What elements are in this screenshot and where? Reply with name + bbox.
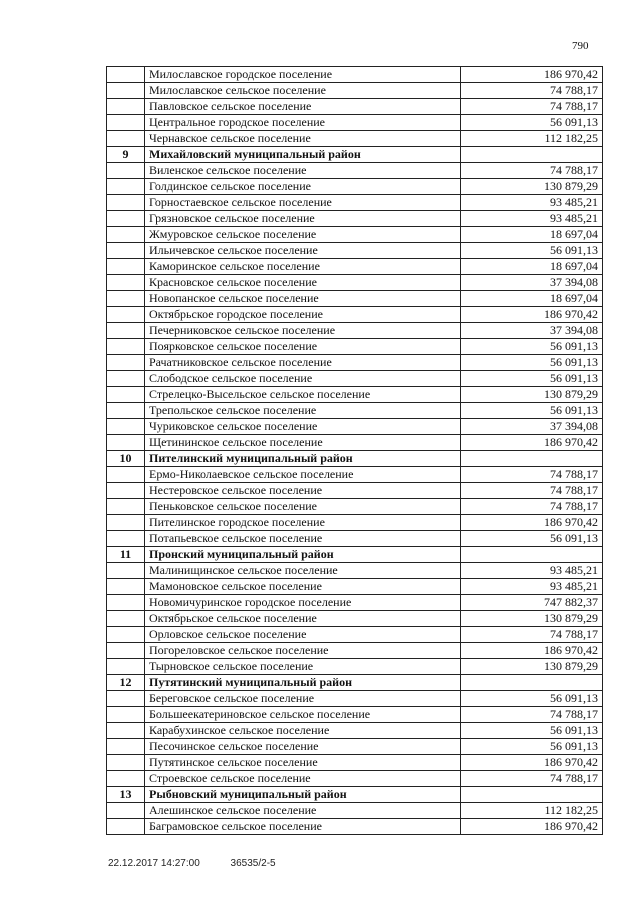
amount-cell (461, 147, 603, 163)
row-number-cell: 11 (107, 547, 145, 563)
amount-cell: 112 182,25 (461, 131, 603, 147)
row-number-cell (107, 643, 145, 659)
page-number: 790 (572, 40, 589, 52)
settlement-name-cell: Путятинское сельское поселение (145, 755, 461, 771)
row-number-cell (107, 531, 145, 547)
table-row (107, 435, 603, 451)
row-number-cell (107, 499, 145, 515)
settlement-name-cell: Баграмовское сельское поселение (145, 819, 461, 835)
row-number-cell (107, 259, 145, 275)
table-row (107, 531, 603, 547)
table-row (107, 371, 603, 387)
settlement-name-cell: Виленское сельское поселение (145, 163, 461, 179)
table-row (107, 819, 603, 835)
amount-cell (461, 787, 603, 803)
amount-cell: 93 485,21 (461, 579, 603, 595)
settlement-name-cell: Нестеровское сельское поселение (145, 483, 461, 499)
amount-cell: 37 394,08 (461, 275, 603, 291)
table-row (107, 643, 603, 659)
amount-cell: 93 485,21 (461, 195, 603, 211)
district-header-row (107, 147, 603, 163)
table-row (107, 563, 603, 579)
settlement-name-cell: Орловское сельское поселение (145, 627, 461, 643)
row-number-cell (107, 355, 145, 371)
row-number-cell (107, 339, 145, 355)
settlement-name-cell: Горностаевское сельское поселение (145, 195, 461, 211)
settlement-name-cell: Ермо-Николаевское сельское поселение (145, 467, 461, 483)
row-number-cell: 9 (107, 147, 145, 163)
amount-cell: 37 394,08 (461, 323, 603, 339)
table-row (107, 99, 603, 115)
amount-cell (461, 675, 603, 691)
footer-document-id: 36535/2-5 (230, 858, 276, 869)
amount-cell: 74 788,17 (461, 99, 603, 115)
row-number-cell (107, 803, 145, 819)
settlement-name-cell: Голдинское сельское поселение (145, 179, 461, 195)
row-number-cell (107, 515, 145, 531)
table-row (107, 691, 603, 707)
settlement-name-cell: Рачатниковское сельское поселение (145, 355, 461, 371)
table-row (107, 707, 603, 723)
settlement-name-cell: Потапьевское сельское поселение (145, 531, 461, 547)
amount-cell: 186 970,42 (461, 755, 603, 771)
row-number-cell (107, 819, 145, 835)
table-row (107, 131, 603, 147)
row-number-cell (107, 387, 145, 403)
settlement-name-cell: Красновское сельское поселение (145, 275, 461, 291)
row-number-cell: 12 (107, 675, 145, 691)
settlement-name-cell: Тырновское сельское поселение (145, 659, 461, 675)
row-number-cell (107, 435, 145, 451)
district-name-cell: Пронский муниципальный район (145, 547, 461, 563)
table-row (107, 115, 603, 131)
amount-cell: 74 788,17 (461, 467, 603, 483)
amount-cell: 186 970,42 (461, 307, 603, 323)
amount-cell: 56 091,13 (461, 403, 603, 419)
settlement-name-cell: Мамоновское сельское поселение (145, 579, 461, 595)
settlement-name-cell: Печерниковское сельское поселение (145, 323, 461, 339)
settlement-name-cell: Милославское городское поселение (145, 67, 461, 83)
settlement-name-cell: Трепольское сельское поселение (145, 403, 461, 419)
table-row (107, 595, 603, 611)
table-row (107, 83, 603, 99)
table-row (107, 739, 603, 755)
settlement-name-cell: Грязновское сельское поселение (145, 211, 461, 227)
row-number-cell (107, 291, 145, 307)
table-row (107, 515, 603, 531)
row-number-cell (107, 131, 145, 147)
amount-cell: 18 697,04 (461, 227, 603, 243)
amount-cell: 186 970,42 (461, 435, 603, 451)
row-number-cell (107, 723, 145, 739)
settlement-name-cell: Береговское сельское поселение (145, 691, 461, 707)
amount-cell: 18 697,04 (461, 259, 603, 275)
settlement-name-cell: Милославское сельское поселение (145, 83, 461, 99)
table-row (107, 291, 603, 307)
page-footer (108, 858, 276, 869)
amount-cell: 74 788,17 (461, 707, 603, 723)
row-number-cell (107, 707, 145, 723)
district-name-cell: Михайловский муниципальный район (145, 147, 461, 163)
table-row (107, 499, 603, 515)
district-header-row (107, 451, 603, 467)
amount-cell: 56 091,13 (461, 531, 603, 547)
amount-cell: 56 091,13 (461, 115, 603, 131)
row-number-cell (107, 483, 145, 499)
amount-cell: 112 182,25 (461, 803, 603, 819)
table-row (107, 483, 603, 499)
settlement-name-cell: Стрелецко-Высельское сельское поселение (145, 387, 461, 403)
amount-cell: 186 970,42 (461, 643, 603, 659)
table-row (107, 403, 603, 419)
table-row (107, 611, 603, 627)
table-row (107, 803, 603, 819)
table-row (107, 467, 603, 483)
row-number-cell (107, 403, 145, 419)
row-number-cell (107, 579, 145, 595)
settlement-name-cell: Строевское сельское поселение (145, 771, 461, 787)
table-row (107, 211, 603, 227)
table-row (107, 307, 603, 323)
amount-cell: 56 091,13 (461, 243, 603, 259)
table-row (107, 419, 603, 435)
row-number-cell (107, 163, 145, 179)
amount-cell: 186 970,42 (461, 819, 603, 835)
district-header-row (107, 675, 603, 691)
settlement-name-cell: Пеньковское сельское поселение (145, 499, 461, 515)
amount-cell: 130 879,29 (461, 659, 603, 675)
row-number-cell (107, 771, 145, 787)
amount-cell: 130 879,29 (461, 387, 603, 403)
row-number-cell (107, 307, 145, 323)
amount-cell: 18 697,04 (461, 291, 603, 307)
settlement-name-cell: Жмуровское сельское поселение (145, 227, 461, 243)
amount-cell: 130 879,29 (461, 611, 603, 627)
amount-cell: 56 091,13 (461, 739, 603, 755)
row-number-cell (107, 659, 145, 675)
table-row (107, 771, 603, 787)
row-number-cell (107, 595, 145, 611)
table-row (107, 243, 603, 259)
settlement-name-cell: Чернавское сельское поселение (145, 131, 461, 147)
row-number-cell (107, 211, 145, 227)
amount-cell: 93 485,21 (461, 211, 603, 227)
amount-cell: 74 788,17 (461, 483, 603, 499)
amount-cell: 74 788,17 (461, 627, 603, 643)
row-number-cell (107, 275, 145, 291)
table-row (107, 579, 603, 595)
row-number-cell (107, 99, 145, 115)
amount-cell: 56 091,13 (461, 339, 603, 355)
table-row (107, 659, 603, 675)
row-number-cell (107, 563, 145, 579)
table-row (107, 723, 603, 739)
settlement-name-cell: Октябрьское сельское поселение (145, 611, 461, 627)
settlement-name-cell: Октябрьское городское поселение (145, 307, 461, 323)
amount-cell: 186 970,42 (461, 67, 603, 83)
amount-cell: 74 788,17 (461, 499, 603, 515)
amount-cell: 56 091,13 (461, 723, 603, 739)
settlement-name-cell: Чуриковское сельское поселение (145, 419, 461, 435)
table-row (107, 387, 603, 403)
row-number-cell (107, 67, 145, 83)
settlement-name-cell: Щетининское сельское поселение (145, 435, 461, 451)
row-number-cell: 13 (107, 787, 145, 803)
table-row (107, 67, 603, 83)
settlement-name-cell: Ильичевское сельское поселение (145, 243, 461, 259)
district-name-cell: Путятинский муниципальный район (145, 675, 461, 691)
settlement-name-cell: Малинищинское сельское поселение (145, 563, 461, 579)
table-body (107, 67, 603, 835)
settlement-name-cell: Карабухинское сельское поселение (145, 723, 461, 739)
settlement-name-cell: Новомичуринское городское поселение (145, 595, 461, 611)
row-number-cell: 10 (107, 451, 145, 467)
settlement-name-cell: Каморинское сельское поселение (145, 259, 461, 275)
table-row (107, 275, 603, 291)
amount-cell: 130 879,29 (461, 179, 603, 195)
row-number-cell (107, 739, 145, 755)
settlement-name-cell: Павловское сельское поселение (145, 99, 461, 115)
amount-cell: 186 970,42 (461, 515, 603, 531)
amount-cell: 56 091,13 (461, 355, 603, 371)
table-row (107, 227, 603, 243)
settlement-name-cell: Новопанское сельское поселение (145, 291, 461, 307)
amount-cell (461, 547, 603, 563)
settlement-name-cell: Алешинское сельское поселение (145, 803, 461, 819)
allocation-table (106, 66, 603, 835)
district-header-row (107, 787, 603, 803)
row-number-cell (107, 755, 145, 771)
amount-cell: 56 091,13 (461, 691, 603, 707)
amount-cell: 74 788,17 (461, 771, 603, 787)
settlement-name-cell: Пителинское городское поселение (145, 515, 461, 531)
footer-timestamp: 22.12.2017 14:27:00 (108, 858, 200, 869)
row-number-cell (107, 691, 145, 707)
row-number-cell (107, 195, 145, 211)
table-row (107, 163, 603, 179)
district-name-cell: Рыбновский муниципальный район (145, 787, 461, 803)
row-number-cell (107, 83, 145, 99)
settlement-name-cell: Поярковское сельское поселение (145, 339, 461, 355)
district-name-cell: Пителинский муниципальный район (145, 451, 461, 467)
table-row (107, 339, 603, 355)
settlement-name-cell: Погореловское сельское поселение (145, 643, 461, 659)
settlement-name-cell: Песочинское сельское поселение (145, 739, 461, 755)
row-number-cell (107, 243, 145, 259)
district-header-row (107, 547, 603, 563)
row-number-cell (107, 179, 145, 195)
table-row (107, 755, 603, 771)
row-number-cell (107, 227, 145, 243)
row-number-cell (107, 115, 145, 131)
settlement-name-cell: Слободское сельское поселение (145, 371, 461, 387)
table-row (107, 179, 603, 195)
row-number-cell (107, 467, 145, 483)
row-number-cell (107, 419, 145, 435)
settlement-name-cell: Большеекатериновское сельское поселение (145, 707, 461, 723)
table-row (107, 259, 603, 275)
amount-cell: 74 788,17 (461, 83, 603, 99)
amount-cell: 37 394,08 (461, 419, 603, 435)
amount-cell: 93 485,21 (461, 563, 603, 579)
row-number-cell (107, 611, 145, 627)
amount-cell: 747 882,37 (461, 595, 603, 611)
table-row (107, 323, 603, 339)
amount-cell: 74 788,17 (461, 163, 603, 179)
table-row (107, 355, 603, 371)
amount-cell: 56 091,13 (461, 371, 603, 387)
amount-cell (461, 451, 603, 467)
table-row (107, 627, 603, 643)
row-number-cell (107, 323, 145, 339)
row-number-cell (107, 627, 145, 643)
settlement-name-cell: Центральное городское поселение (145, 115, 461, 131)
table-row (107, 195, 603, 211)
row-number-cell (107, 371, 145, 387)
